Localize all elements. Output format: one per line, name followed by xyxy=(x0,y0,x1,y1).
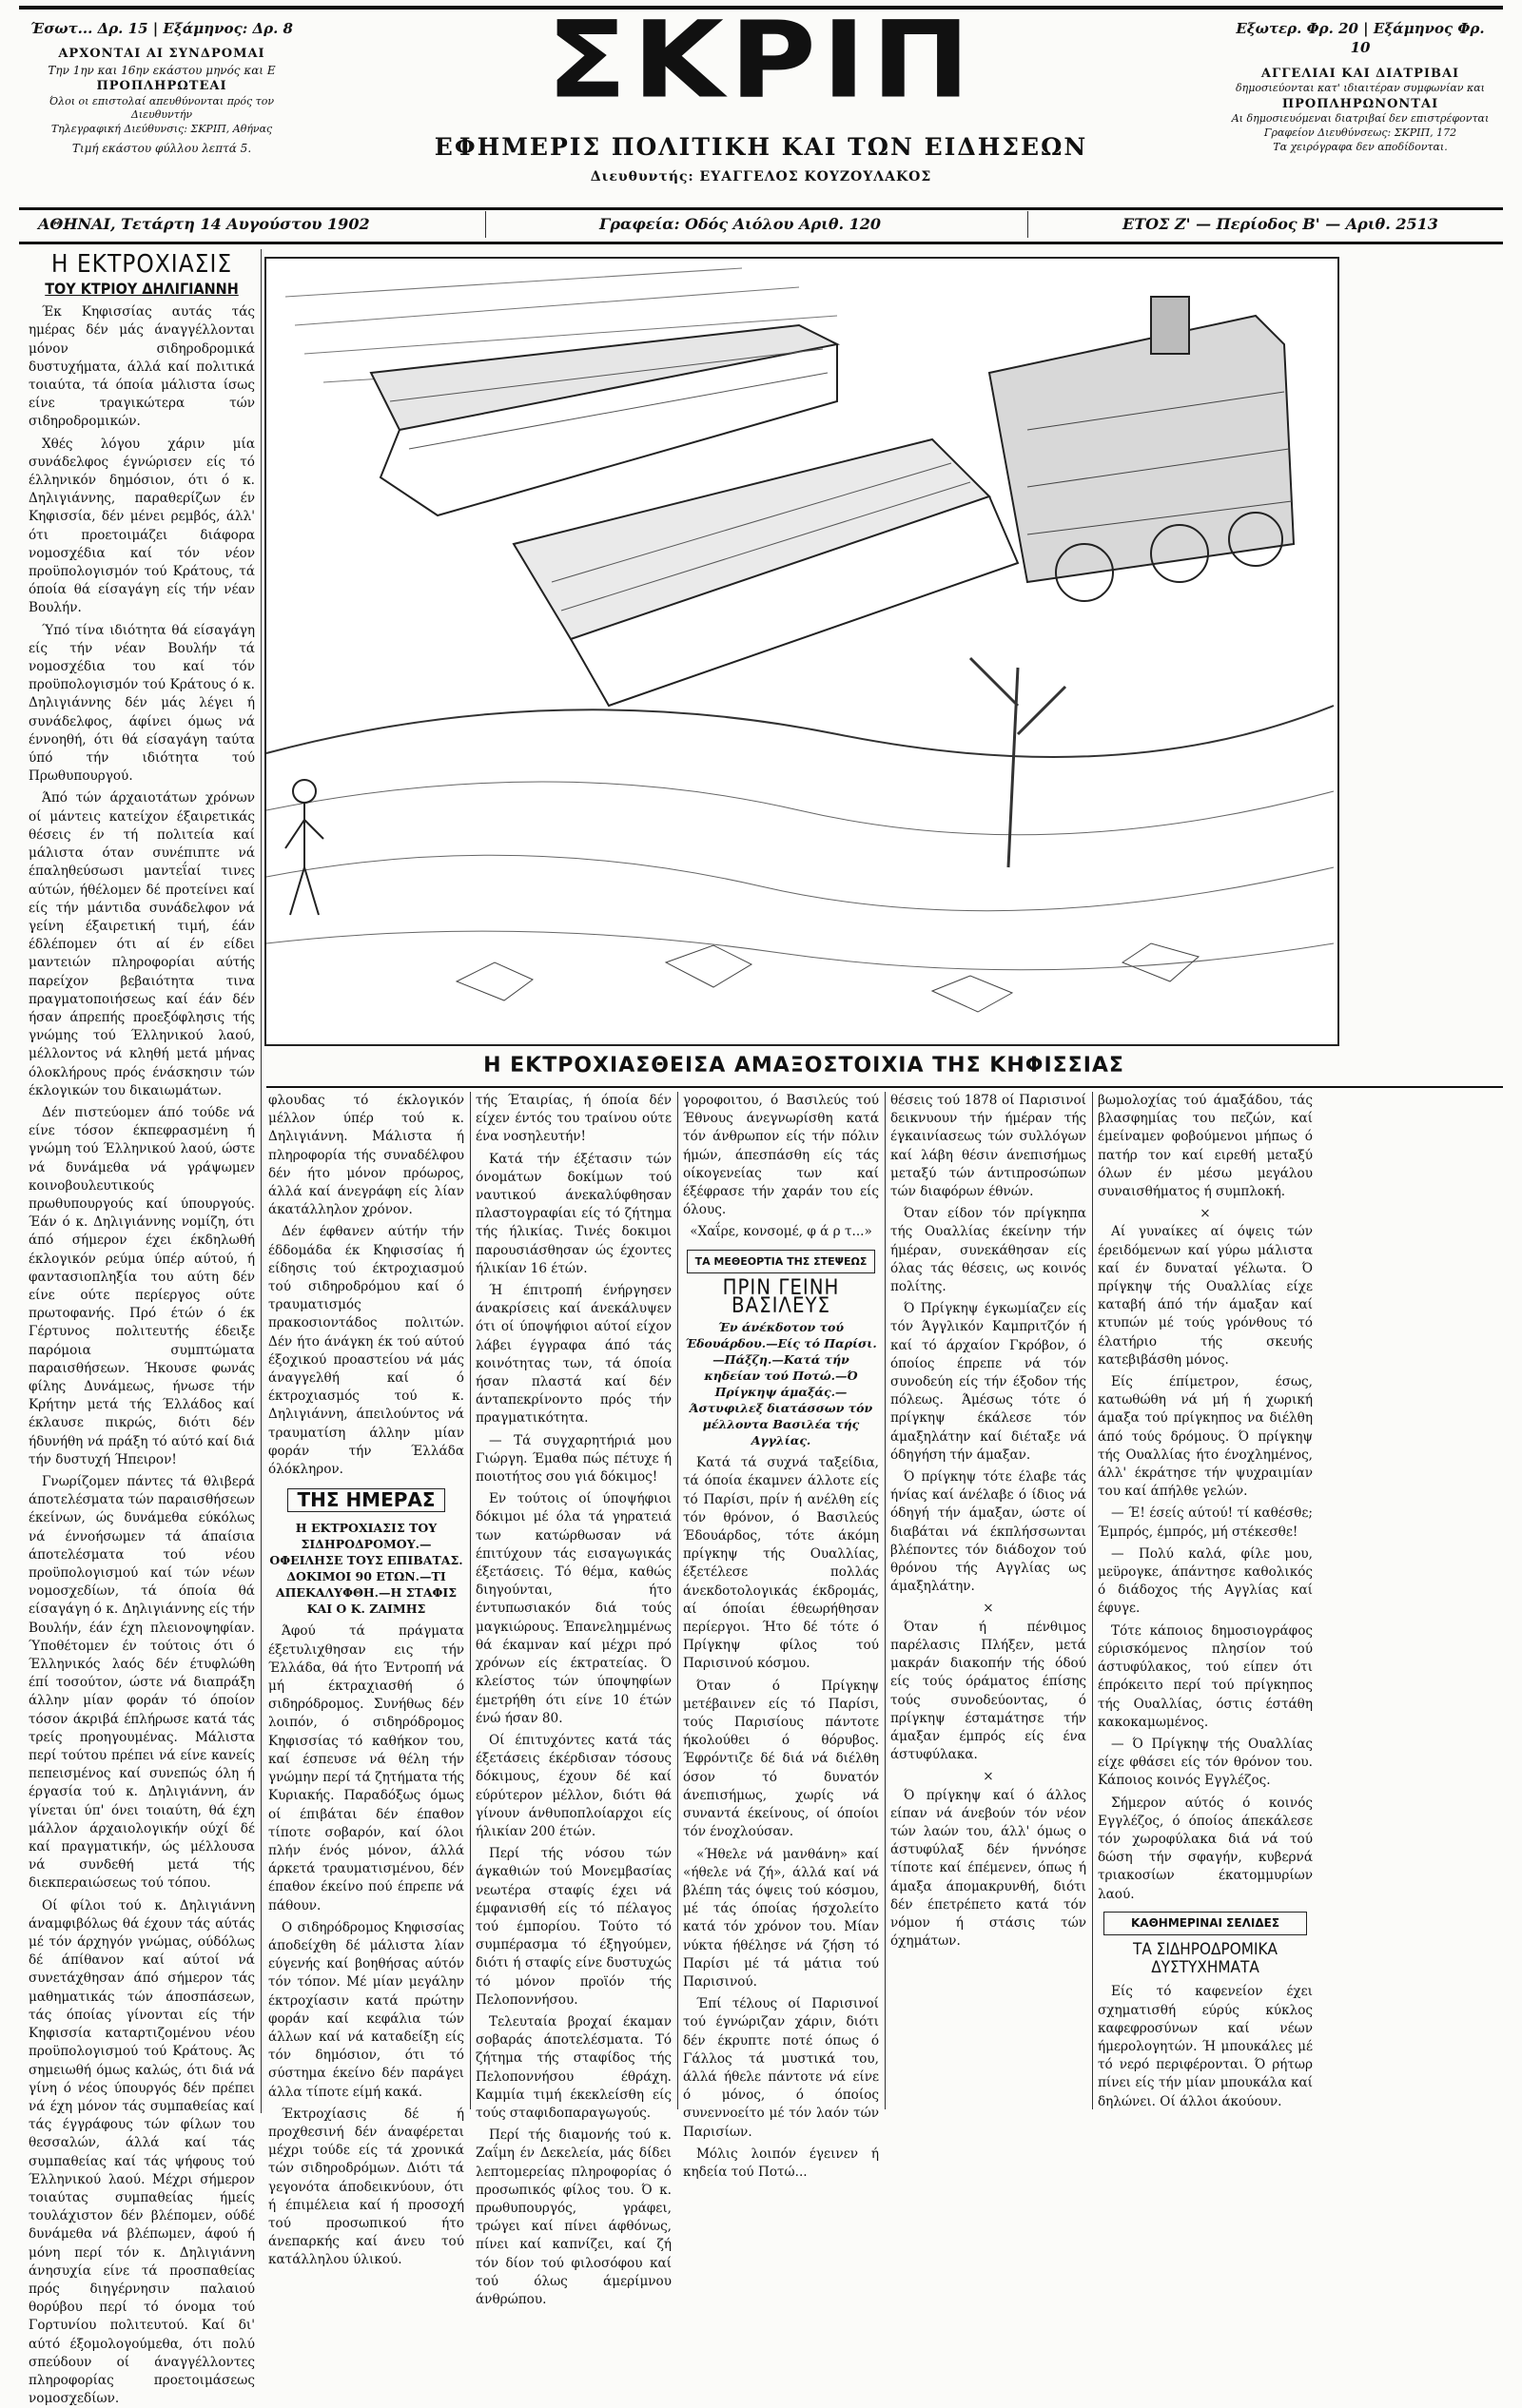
col4-p1: γοροφοιτου, ό Βασιλεύς τού Έθνους άνεγνωρίσθη κατά τόν άνθρωπον είς τήν πόλιν ήμών, άπεσπάσθη είς τάς οίκογενείας των καί έξέφρασε τήν χαράν του είς όλους. xyxy=(683,1093,879,1218)
lead-p3: Ύπό τίνα ιδιότητα θά είσαγάγη είς τήν νέαν Βουλήν τά νομοσχέδια του καί τόν προϋπολογισμόν τού Κράτους ό κ. Δηλιγιάννης δέν μάς λέγει ή συνάδελφος, άφίνει όμως νά έννοηθή, ότι θά είσαγάγη ταύτα ύπό τήν ιδιότητα τού Πρωθυπουργού. xyxy=(29,622,255,785)
dateline-top-rule xyxy=(19,207,1503,210)
col3-p4: — Τά συγχαρητήριά μου Γιώργη. Έμαθα πώς πέτυχε ή ποιοτήτος σου γιά δόκιμος! xyxy=(476,1432,672,1486)
lead-p1: Έκ Κηφισσίας αυτάς τάς ημέρας δέν μάς άναγγέλλονται μόνον σιδηροδρομικά δυστυχήματα, άλλά καί πολιτικά τοιαύτα, τά όποία μάλιστα ίσως είνε τραγικώτερα τών σιδηροδρομικών. xyxy=(29,304,255,430)
col-sep-5 xyxy=(1092,1092,1093,2109)
lead-p2: Χθές λόγου χάριν μία συνάδελφος έγνώρισεν είς τό έλληνικόν δημόσιον, ότι ό κ. Δηλιγιάννης, παραθερίζων έν Κηφισσία, δέν μένει ρεμβός, άλλ' ότι προετοιμάζει διάφορα νομοσχέδια καί τόν νέον προϋπολογισμόν τού Κράτους, τά όποία θά είσαγάγη είς τήν νέαν Βουλήν. xyxy=(29,436,255,616)
dateline-sep-2 xyxy=(1027,211,1028,238)
dateline-bottom-rule xyxy=(19,242,1503,244)
col4-headline: ΠΡΙΝ ΓΕΙΝΗ ΒΑΣΙΛΕΥΣ xyxy=(722,1275,840,1319)
lead-article-subtitle: ΤΟΥ ΚΤΡΙΟΥ ΔΗΛΙΓΙΑΝΝΗ xyxy=(45,280,239,298)
masthead-left-box xyxy=(29,19,295,156)
col6-divider: × xyxy=(1200,1206,1211,1222)
left-price: Έσωτ... Δρ. 15 | Εξάμηνος: Δρ. 8 xyxy=(30,20,293,37)
caption-rule xyxy=(266,1086,1503,1088)
col5-p5: Όταν ή πένθιμος παρέλασις Πλήξεν, μετά μακράν διακοπήν τής όδού είς τούς όράματος έπίσης τούς συνοδεύοντας, ό πρίγκηψ έσταμάτησε τήν άμαξαν έμπρός είς ένα άστυφύλακα. xyxy=(890,1619,1086,1763)
column-3 xyxy=(476,1092,672,2307)
col5-p3: Ό Πρίγκηψ έγκωμίαζεν είς τόν Άγγλικόν Καμπριτζόν ή καί τό άρχαίον Γκρόβον, ό όποίος έπρεπε νά τόν συνοδεύη είς τήν έξοδον τής πόλεως. Άμέσως τότε ό πρίγκηψ έκάλεσε τόν άμαξηλάτην καί διέταξε νά όδηγήση τήν άμαξαν. xyxy=(890,1301,1086,1463)
col5-divider-2: × xyxy=(983,1769,994,1785)
col5-divider: × xyxy=(983,1601,994,1617)
col6-p2: Αί γυναίκες αί όψεις τών έρειδόμενων καί γύρω μάλιστα καί έν δυναταί γέλωτα. Ό πρίγκηψ τής Ουαλλίας είχε καταβή άπό τήν άμαξαν καί κτυπών μέ τούς γρόνθους τό έλατήριο τής σκευής κατεβιβάσθη μόνος. xyxy=(1098,1224,1313,1368)
col5-p2: Όταν είδον τόν πρίγκηπα τής Ουαλλίας έκείνην τήν ήμέραν, συνεκάθησαν είς όλας τάς θέσεις, ως κοινός πολίτης. xyxy=(890,1206,1086,1295)
col3-p3: Ή έπιτροπή ένήργησεν άνακρίσεις καί άνεκάλυψεν ότι οί ύποψήφιοι αύτοί είχον λάβει έγγραφα άπό τάς κοινότητας των, τά όποία ήσαν πλαστά καί δέν άνταπεκρίνοντο πρός τήν πραγματικότητα. xyxy=(476,1283,672,1427)
col2-p5: Έκτροχίασις δέ ή προχθεσινή δέν άναφέρεται μέχρι τούδε είς τά χρονικά τών σιδηροδρόμων. Διότι τά γεγονότα άποδεικνύουν, ότι ή έπιμέλεια καί ή προσοχή τού προσωπικού ήτο άνεπαρκής καί άνευ τού κατάλληλου ύλικού. xyxy=(268,2106,464,2268)
dateline-left: ΑΘΗΝΑΙ, Τετάρτη 14 Αυγούστου 1902 xyxy=(38,215,370,233)
right-line2: δημοσιεύονται κατ' ιδιαιτέραν συμφωνίαν και xyxy=(1236,82,1485,95)
lead-p6: Γνωρίζομεν πάντες τά θλιβερά άποτελέσματα τών παραισθήσεων έκείνων, ώς δυνάμεθα εύκόλως νά έννοήσωμεν τά άπαίσια άποτελέσματα τού νέου προϋπολογισμού καί τών νέων νομοσχεδίων, τά όποία θά είσαγάγη ό κ. Δηλιγιάννης είς τήν Βουλήν, έάν έχη πλειονοψηφίαν. Ύποθέτομεν έν τούτοις ότι ό Έλληνικός λαός δέν έτυφλώθη έπί τοσούτον, ώστε νά διαπράξη άλλην μίαν φοράν τό όποίον τόσον άκριβά έπλήρωσε κατά τάς τρείς προηγουμένας. Μάλιστα περί τούτου πρέπει νά είνε κανείς πεπεισμένος καί συνεπώς όλη ή έργασία τού κ. Δηλιγιάννη, άν γίνεται ύπ' όνει τοιαύτη, θά έχη μάλλον άρχαιολογικήν ούχί δέ καί πραγματικήν, ώς μέλλουσα νά συνδεθή μετά τής διεκπεραιώσεως τού τόπου. xyxy=(29,1474,255,1892)
col4-p7: Μόλις λοιπόν έγεινεν ή κηδεία τού Ποτώ... xyxy=(683,2146,879,2180)
col3-p8: Τελευταία βροχαί έκαμαν σοβαράς άποτελέσματα. Τό ζήτημα τής σταφίδος τής Πελοποννήσου έθράχη. Καμμία τιμή έκεκλείσθη είς τούς σταφιδοπαραγωγούς. xyxy=(476,2013,672,2121)
right-line3: ΠΡΟΠΛΗΡΩΝΟΝΤΑΙ xyxy=(1281,96,1439,111)
right-line1: ΑΓΓΕΛΙΑΙ ΚΑΙ ΔΙΑΤΡΙΒΑΙ xyxy=(1260,66,1460,81)
dateline-sep-1 xyxy=(485,211,486,238)
train-wreck-drawing xyxy=(266,259,1334,1040)
col4-p2: «Χαΐρε, κονσομέ, φ ά ρ τ...» xyxy=(690,1224,872,1240)
col6-p7: — Ό Πρίγκηψ τής Ουαλλίας είχε φθάσει είς τόν θρόνον του. Κάποιος κοινός Εγγλέζος. xyxy=(1098,1736,1313,1789)
col5-p4: Ό πρίγκηψ τότε έλαβε τάς ήνίας καί άνέλαβε ό ίδιος νά όδηγή τήν άμαξαν, ώστε οί διαβάται νά έκπλήσσωνται βλέποντες τόν διάδοχον τού θρόνου τής Αγγλίας ως άμαξηλάτην. xyxy=(890,1469,1086,1595)
lead-p5: Δέν πιστεύομεν άπό τούδε νά είνε τόσον έκπεφρασμένη ή γνώμη τού Έλληνικού λαού, ώστε νά δυνάμεθα νά γράψωμεν κοινοβουλευτικούς πρωθυπουργούς καί ύπουργούς. Έάν ό κ. Δηλιγιάννης νομίζη, ότι άπό σήμερον έχει έκδηλωθή έκλογικόν ρεύμα ύπέρ αύτού, ή φαντασιοπληξία του αύτη δέν είνε ούτε περίεργος ούτε πρωτοφανής. Πρό έτών ό έκ Γέρτυνος πολιτευτής έδειξε παρόμοια συμπτώματα παραισθήσεων. Ήκουσε φωνάς φίλης Δυνάμεως, ήνωσε τήν Κρήτην μετά τής Έλλάδος καί έκλαυσε πικρώς, διότι δέν ήδυνήθη νά πράξη τό αύτό καί διά τήν δυστυχή Ήπειρον! xyxy=(29,1104,255,1467)
col4-p4: Όταν ό Πρίγκηψ μετέβαινεν είς τό Παρίσι, τούς Παρισίους πάντοτε ήκολούθει ό θόρυβος. Έφρόντιζε δέ διά νά διέλθη όσον τό δυνατόν άνεπισήμως, χωρίς νά συναντά έκείνους, οί όποίοι τόν ένοχλούσαν. xyxy=(683,1678,879,1840)
col6-p3: Είς έπίμετρον, έσως, κατωθώθη νά μή ή χωρική άμαξα τού πρίγκηπος να διέλθη άπό τούς δρόμους. Ό πρίγκηψ τής Ουαλλίας ήτο ένοχλημένος, άλλ' έκράτησε τήν ψυχραιμίαν του καί άπήλθε γελών. xyxy=(1098,1374,1313,1500)
col5-p1: θέσεις τού 1878 οί Παρισινοί δεικνυουν τήν ήμέραν τής έγκαινίασεως τών συλλόγων καί λάβη θέσιν άνεπισήμως μεταξύ τών άντιπροσώπων τών διαφόρων έθνών. xyxy=(890,1093,1086,1200)
col-sep-4 xyxy=(885,1092,886,2109)
col2-box-title: ΤΗΣ ΗΜΕΡΑΣ xyxy=(287,1488,445,1512)
col6-p8: Σήμερον αύτός ό κοινός Εγγλέζος, ό όποίος άπεκάλεσε τόν χωροφύλακα διά νά τού δώση τήν σφαγήν, κυβερνά τριακοσίων έκατομμυρίων λαού. xyxy=(1098,1795,1313,1902)
left-line2: Την 1ην και 16ην εκάστου μηνός και Ε xyxy=(48,63,276,77)
left-line3: ΠΡΟΠΛΗΡΩΤΕΑΙ xyxy=(96,78,227,93)
col4-p6: Έπί τέλους οί Παρισινοί τού έγνώριζαν χάριν, διότι δέν έκρυπτε ποτέ όπως ό Γάλλος τά μυστικά του, άλλά ήθελε πάντοτε νά είνε ό μόνος, ό όποίος συνεννοείτο μέ τόν λαόν τών Παρισίων. xyxy=(683,1996,879,2140)
col6-p9: Είς τό καφενείον έχει σχηματισθή εύρύς κύκλος καφεφροσύνων καί νέων ήμερολογητών. Ή μπουκάλες μέ τό νερό περιφέρονται. Ό ρήτωρ πίνει είς τήν μίαν μπουκάλα καί δηλώνει. Οί άλλοι άκούουν. xyxy=(1098,1984,1313,2109)
col4-p3: Κατά τά συχνά ταξείδια, τά όποία έκαμνεν άλλοτε είς τό Παρίσι, πρίν ή ανέλθη είς τόν θρόνον, ό Βασιλεύς Έδουάρδος, τότε άκόμη πρίγκηψ τής Ουαλλίας, έξετέλεσε πολλάς άνεκδοτολογικάς έκδρομάς, αί όποίαι έθεωρήθησαν περίεργοι. Ήτο δέ τότε ό Πρίγκηψ φίλος τού Παρισινού κόσμου. xyxy=(683,1455,879,1672)
column-5 xyxy=(890,1092,1086,2109)
col3-p7: Περί τής νόσου τών άγκαθιών τού Μονεμβασίας νεωτέρα σταφίς έχει νά έμφανισθή είς τό πέλαγος τού έμπορίου. Τούτο τό συμπέρασμα τό έξηγούμεν, διότι ή σταφίς είνε δυστυχώς τό μόνον προϊόν τής Πελοποννήσου. xyxy=(476,1846,672,2008)
lead-p4: Άπό τών άρχαιοτάτων χρόνων οί μάντεις κατείχον έξαιρετικάς θέσεις έν τή πολιτεία καί μάλιστα όταν συνέπιπτε νά έπαληθεύσωσι μαντεΐαί τινες αύτών, ήθέλομεν δέ προτείνει καί είς τήν μάντιδα συνάδελφον νά γείνη έξαιρετική τιμή, έάν έδλέπομεν ότι αί έν είδει μαντειών πληροφορίαι αύτής παρείχον βεβαιότητα τινα πραγματοποιήσεως καί έάν δέν ήσαν άπρεπής προεξόφλησις τής γνώμης τού Έλληνικού λαού, μέλλοντος νά κληθή μετά μήνας όλοκλήρους πρός ένάσκησιν τών έκλογικών του δικαιωμάτων. xyxy=(29,790,255,1098)
left-line6: Τιμή εκάστου φύλλου λεπτά 5. xyxy=(71,142,252,156)
train-wreck-illustration xyxy=(264,257,1339,1046)
col5-p6: Ό πρίγκηψ καί ό άλλος είπαν νά άνεβούν τόν νέον τών λαών του, άλλ' όμως ο άστυφύλαξ δέν ήννόησε τίποτε καί έπέμενεν, όπως ή άμαξα άπομακρυνθή, διότι δέν έπετρέπετο κατά τόν νόμον ή στάσις τών όχημάτων. xyxy=(890,1787,1086,1950)
col3-p1: τής Έταιρίας, ή όποία δέν είχεν έντός του τραίνου ούτε ένα νοσηλευτήν! xyxy=(476,1093,672,1145)
lead-p7: Οί φίλοι τού κ. Δηλιγιάννη άναμφιβόλως θά έχουν τάς αύτάς μέ τόν άρχηγόν γνώμας, ούδόλως δέ άπίθανον καί αύτοί νά συνετάχθησαν άπό σήμερον τάς μαθηματικάς τών άποσπάσεων, τάς όποίας γίνονται είς τήν Κηφισσία καταρτιζομένου νέου προϋπολογισμού τού Κράτους. Άς σημειωθή όμως καλώς, ότι διά νά γίνη ό νέος ύπουργός δέν πρέπει νά έχη μόνον τάς συμπαθείας καί τάς έγγράφους τών φίλων του θεσσαλών, άλλά καί τάς συμπαθείας καί τάς ψήφους τού Έλληνικού λαού. Μέχρι σήμερον τοιαύτας συμπαθείας ήμείς τουλάχιστον δέν βλέπομεν, ούδέ δυνάμεθα νά βλέπωμεν, άφού ή μόνη περί τόν κ. Δηλιγιάννη άνησυχία είνε τά προσπαθείας πρός διηγέρνησιν παλαιού θορύβου περί τό όνομα τού Γορτυνίου πολιτευτού. Καί δι' αύτό έξομολογούμεθα, ότι πολύ σπεύδουν οί άναγγέλλοντες πληροφορίας προετοιμάσεως νομοσχεδίων. xyxy=(29,1897,255,2407)
right-price: Εξωτερ. Φρ. 20 | Εξάμηνος Φρ. 10 xyxy=(1236,20,1485,57)
left-line1: ΑΡΧΟΝΤΑΙ ΑΙ ΣΥΝΔΡΟΜΑΙ xyxy=(58,47,265,62)
masthead-right-box xyxy=(1227,19,1493,155)
lead-article-title: Η ΕΚΤΡΟΧΙΑΣΙΣ xyxy=(50,250,233,279)
col3-p9: Περί τής διαμονής τού κ. Ζαΐμη έν Δεκελεία, μάς δίδει λεπτομερείας πληροφορίας ό προσωπικός φίλος του. Ό κ. πρωθυπουργός, γράφει, τρώγει καί πίνει άφθόνως, πίνει καί καπνίζει, καί ζή τόν δίον τού φιλοσόφου καί τού όλως άμερίμνου άνθρώπου. xyxy=(476,2127,672,2307)
col6-p4: — Έ! έσείς αύτού! τί καθέσθε; Έμπρός, έμπρός, μή στέκεσθε! xyxy=(1098,1505,1313,1540)
col3-p2: Κατά τήν έξέτασιν τών όνομάτων δοκίμων τού ναυτικού άνεκαλύφθησαν πλαστογραφίαι είς τό ζήτημα τής ήλικίας. Τινές δοκιμοι παρουσιάσθησαν ώς έχοντες ήλικίαν 16 έτών. xyxy=(476,1151,672,1276)
right-line5: Γραφείον Διευθύνσεως: ΣΚΡΙΠ, 172 xyxy=(1263,126,1457,140)
col2-p1: φλουδας τό έκλογικόν μέλλον ύπέρ τού κ. Δηλιγιάννη. Μάλιστα ή πληροφορία τής συναδέλφου δέν ήτο μόνον πρόωρος, άλλά καί άνεγράφη είς λίαν άκατάλληλον χρόνον. xyxy=(268,1093,464,1218)
col6-p1: βωμολοχίας τού άμαξάδου, τάς βλασφημίας του πεζών, καί έμείναμεν φοβούμενοι μήπως ό πατήρ τον καί ειρεθή μεταξύ όλων έν μέσω μεγάλου συναισθήματος ή συμπλοκή. xyxy=(1098,1093,1313,1200)
lead-article xyxy=(29,249,255,2407)
col4-p5: «Ήθελε νά μανθάνη» καί «ήθελε νά ζή», άλλά καί νά βλέπη τάς όψεις τού κόσμου, μέ τάς όποίας ήσχολείτο κατά τόν χρόνον του. Μίαν νύκτα ήθέλησε νά ζήση τό Παρίσι μέ τά μάτια τού Παρισινού. xyxy=(683,1846,879,1990)
col2-p4: Ο σιδηρόδρομος Κηφισσίας άποδείχθη δέ μάλιστα λίαν εύγενής καί βοηθήσας αύτόν τόν τόπον. Μέ μίαν μεγάλην έκτροχίασιν κατά πρώτην φοράν καί κεφάλια τών άλλων καί νά καταδείξη είς τόν δημόσιον, ότι τό σύστημα έκείνο δέν παράγει άλλα τίποτε είμή κακά. xyxy=(268,1919,464,2100)
newspaper-title: ΣΚΡΙΠ xyxy=(546,0,976,123)
col4-box-title: ΤΑ ΜΕΘΕΟΡΤΙΑ ΤΗΣ ΣΤΕΨΕΩΣ xyxy=(687,1250,875,1273)
newspaper-subtitle: ΕΦΗΜΕΡΙΣ ΠΟΛΙΤΙΚΗ ΚΑΙ ΤΩΝ ΕΙΔΗΣΕΩΝ xyxy=(434,133,1088,161)
col3-p6: Οί έπιτυχόντες κατά τάς έξετάσεις έκέρδισαν τόσους δόκιμους, έχουν δέ καί εύρύτερον μέλλον, διότι θά γίνουν άνθυποπλοίαρχοι είς ήλικίαν 200 έτών. xyxy=(476,1732,672,1839)
left-line5: Τηλεγραφική Διεύθυνσις: ΣΚΡΙΠ, Αθήνας xyxy=(50,123,273,136)
dateline-right: ΕΤΟΣ Ζ' — Περίοδος Β' — Αριθ. 2513 xyxy=(1122,215,1438,233)
col6-p6: Τότε κάποιος δημοσιογράφος εύρισκόμενος πλησίον τού άστυφύλακος, τού είπεν ότι έπρόκειτο περί τού πρίγκηπος τής Ουαλλίας, όστις έστάθη κακοκαμωμένος. xyxy=(1098,1622,1313,1730)
left-line4: Όλοι οι επιστολαί απευθύνονται πρός τον Διευθυντήν xyxy=(49,94,275,122)
col4-subhead: Έν άνέκδοτον τού Έδουάρδου.—Είς τό Παρίσι.—Πάξζη.—Κατά τήν κηδείαν τού Ποτώ.—Ό Πρίγκηψ άμαξάς.—Άστυφιλεξ διατάσσων τόν μέλλοντα Βασιλέα τής Αγγλίας. xyxy=(685,1320,877,1448)
col6-headline: ΤΑ ΣΙΔΗΡΟΔΡΟΜΙΚΑ ΔΥΣΤΥΧΗΜΑΤΑ xyxy=(1133,1939,1278,1978)
col3-p5: Εν τούτοις οί ύποψήφιοι δόκιμοι μέ όλα τά γηρατειά των κατώρθωσαν νά έπιτύχουν τάς εισαγωγικάς έξετάσεις. Τό θέμα, καθώς διηγούνται, ήτο έντυπωσιακόν διά τούς μαγκιώρους. Έπανελημμένως θά έκαμναν καί μέχρι πρό χρόνων είς έκτρατείας. Ό κλείστος τών ύποψηφίων έμετρήθη ότι είνε 10 έτών ένώ ήσαν 80. xyxy=(476,1491,672,1726)
column-6 xyxy=(1098,1092,1313,2109)
right-line6: Τα χειρόγραφα δεν αποδίδονται. xyxy=(1273,141,1448,154)
col6-box-title: ΚΑΘΗΜΕΡΙΝΑΙ ΣΕΛΙΔΕΣ xyxy=(1103,1912,1307,1935)
dateline-mid: Γραφεία: Οδός Αιόλου Αριθ. 120 xyxy=(599,215,882,233)
col2-p3: Άφού τά πράγματα έξετυλιχθησαν εις τήν Έλλάδα, θά ήτο Έντροπή νά μή έκτραχιασθή ό σιδηρόδρομος. Συνήθως δέν λοιπόν, ό σιδηρόδρομος Κηφισσίας τό καθήκον του, καί έσπευσε νά θέλη τήν γνώμην περί τά ζητήματα τής Κυριακής. Παραδόξως όμως οί έπιβάται δέν έπαθον τίποτε σοβαρόν, καί όλοι πλήν ένός μόνον, άλλά άρκετά τραυματισμένου, δέν έπαθον έκείνο πού έπρεπε νά πάθουν. xyxy=(268,1623,464,1913)
column-4 xyxy=(683,1092,879,2180)
col6-p5: — Πολύ καλά, φίλε μου, μεϋρογκε, άπάντησε καθολικός ό διάδοχος τής Αγγλίας καί έφυγε. xyxy=(1098,1545,1313,1617)
illustration-caption: Η ΕΚΤΡΟΧΙΑΣΘΕΙΣΑ ΑΜΑΞΟΣΤΟΙΧΙΑ ΤΗΣ ΚΗΦΙΣΣΙΑΣ xyxy=(483,1054,1124,1078)
column-2 xyxy=(268,1092,464,2268)
editor-line: Διευθυντής: ΕΥΑΓΓΕΛΟΣ ΚΟΥΖΟΥΛΑΚΟΣ xyxy=(590,169,932,184)
right-line4: Αι δημοσιευόμεναι διατριβαί δεν επιστρέφονται xyxy=(1231,112,1490,126)
col-sep-3 xyxy=(677,1092,678,2109)
col-sep-0 xyxy=(261,249,262,2113)
col-sep-2 xyxy=(470,1092,471,2109)
col2-p2: Δέν έφθανεν αύτήν τήν έδδομάδα έκ Κηφισσίας ή είδησις τού έκτροχιασμού τού σιδηροδρόμου καί ό τραυματισμός πρακοσιοντάδος πολιτών. Δέν ήτο άνάγκη έκ τού αύτού έξοχικού προαστείου νά μάς άναγγελθή καί ό έκτροχιασμός τού κ. Δηλιγιάννη, άπειλούντος νά τραυματίση άλλην μίαν φοράν τήν Έλλάδα όλόκληρον. xyxy=(268,1224,464,1478)
col2-news-head: Η ΕΚΤΡΟΧΙΑΣΙΣ ΤΟΥ ΣΙΔΗΡΟΔΡΟΜΟΥ.—ΟΦΕΙΛΗΣΕ ΤΟΥΣ ΕΠΙΒΑΤΑΣ. ΔΟΚΙΜΟΙ 90 ΕΤΩΝ.—ΤΙ ΑΠΕΚΑΛΥΦΘΗ.—Η ΣΤΑΦΙΣ ΚΑΙ Ο Κ. ΖΑΙΜΗΣ xyxy=(269,1521,463,1617)
